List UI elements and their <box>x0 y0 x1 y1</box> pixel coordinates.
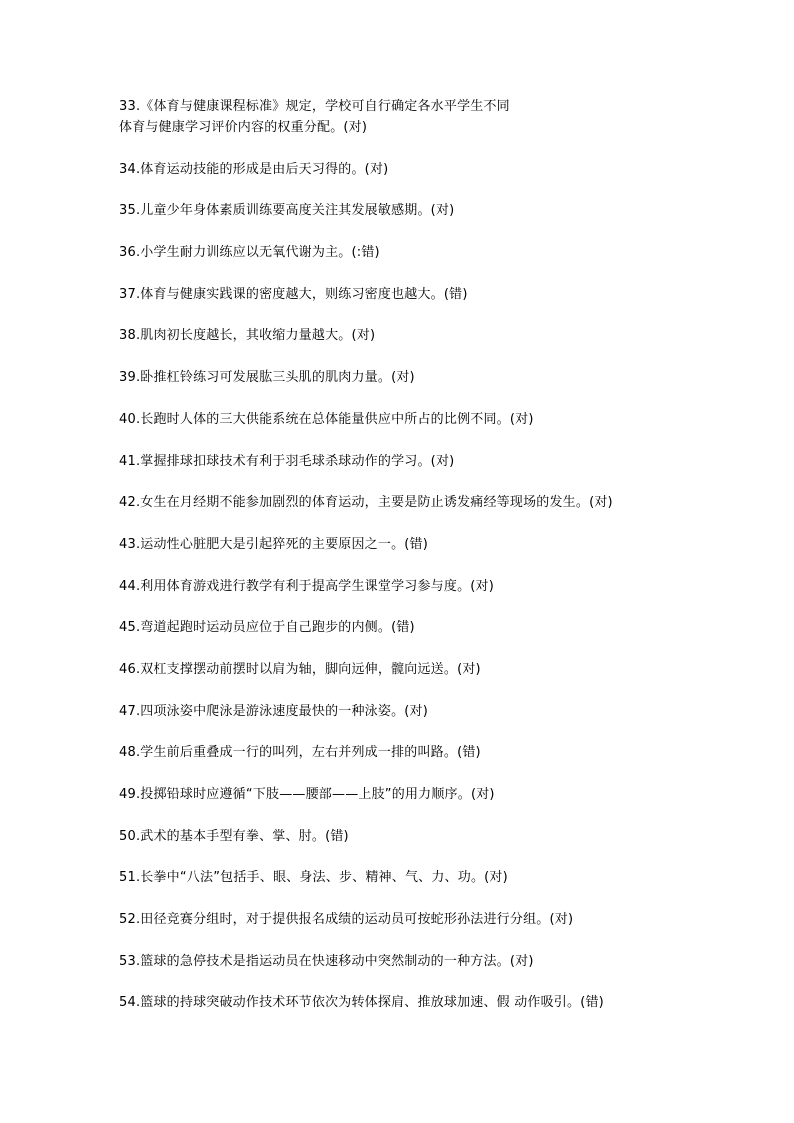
question-item-37: 37.体育与健康实践课的密度越大，则练习密度也越大。(错) <box>119 286 468 302</box>
question-item-51: 51.长拳中“八法”包括手、眼、身法、步、精神、气、力、功。(对) <box>119 870 508 886</box>
question-item-45: 45.弯道起跑时运动员应位于自己跑步的内侧。(错) <box>119 620 415 636</box>
question-item-39: 39.卧推杠铃练习可发展肱三头肌的肌肉力量。(对) <box>119 370 415 386</box>
question-item-42: 42.女生在月经期不能参加剧烈的体育运动，主要是防止诱发痛经等现场的发生。(对) <box>119 495 613 511</box>
question-item-33-line-2: 体育与健康学习评价内容的权重分配。(对) <box>119 120 368 135</box>
question-item-43: 43.运动性心脏肥大是引起猝死的主要原因之一。(错) <box>119 536 429 552</box>
question-item-33-line-1: 33.《体育与健康课程标准》规定，学校可自行确定各水平学生不同 <box>119 99 510 114</box>
question-item-35: 35.儿童少年身体素质训练要高度关注其发展敏感期。(对) <box>119 203 455 219</box>
question-item-54: 54.篮球的持球突破动作技术环节依次为转体探肩、推放球加速、假 动作吸引。(错) <box>119 995 604 1011</box>
question-item-41: 41.掌握排球扣球技术有利于羽毛球杀球动作的学习。(对) <box>119 453 455 469</box>
question-item-46: 46.双杠支撑摆动前摆时以肩为轴，脚向远伸，髋向远送。(对) <box>119 661 481 677</box>
question-item-38: 38.肌肉初长度越长，其收缩力量越大。(对) <box>119 328 376 344</box>
question-list <box>119 96 779 1034</box>
question-item-50: 50.武术的基本手型有拳、掌、肘。(错) <box>119 828 349 844</box>
question-item-40: 40.长跑时人体的三大供能系统在总体能量供应中所占的比例不同。(对) <box>119 411 534 427</box>
question-item-34: 34.体育运动技能的形成是由后天习得的。(对) <box>119 161 389 177</box>
question-item-44: 44.利用体育游戏进行教学有利于提高学生课堂学习参与度。(对) <box>119 578 495 594</box>
question-item-36: 36.小学生耐力训练应以无氧代谢为主。(:错) <box>119 245 380 261</box>
question-item-49: 49.投掷铅球时应遵循“下肢——腰部——上肢”的用力顺序。(对) <box>119 787 495 802</box>
question-item-53: 53.篮球的急停技术是指运动员在快速移动中突然制动的一种方法。(对) <box>119 953 534 969</box>
question-item-47: 47.四项泳姿中爬泳是游泳速度最快的一种泳姿。(对) <box>119 703 429 719</box>
question-item-33 <box>119 96 779 138</box>
question-item-48: 48.学生前后重叠成一行的叫列，左右并列成一排的叫路。(错) <box>119 745 481 761</box>
question-item-52: 52.田径竞赛分组时，对于提供报名成绩的运动员可按蛇形孙法进行分组。(对) <box>119 912 574 928</box>
